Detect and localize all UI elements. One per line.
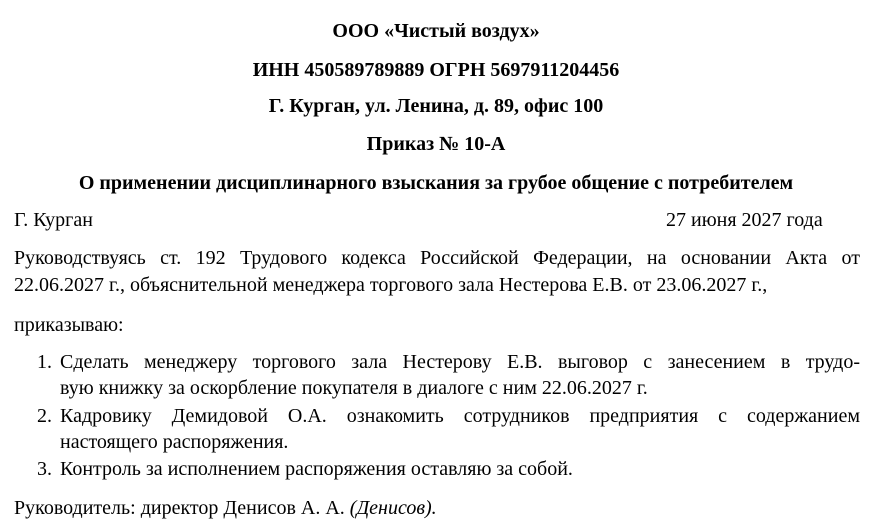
order-city: Г. Курган [14,209,93,231]
list-item-text-continued: вую книжку за оскорбление покупателя в диалоге с ним 22.06.2027 г. [60,377,648,399]
signature-label: Руководитель: директор Денисов А. А. [14,497,345,519]
company-address: Г. Курган, ул. Ленина, д. 89, офис 100 [268,95,604,117]
list-item-number: 1. [37,351,52,373]
list-item-text: Сделать менеджеру торгового зала Нестерову Е.В. выговор с занесением в трудо- [60,351,860,373]
list-item-text: Контроль за исполнением распоряжения оставляю за собой. [60,458,573,480]
order-date: 27 июня 2027 года [666,209,823,231]
preamble-line-2: 22.06.2027 г., объяснительной менеджера торгового зала Нестерова Е.В. от 23.06.2027 г., [14,274,768,296]
company-name: ООО «Чистый воздух» [332,20,540,42]
list-item-text: Кадровику Демидовой О.А. ознакомить сотрудников предприятия с содержанием [60,405,860,427]
company-ids: ИНН 450589789889 ОГРН 5697911204456 [252,59,620,81]
list-item-text-continued: настоящего распоряжения. [60,431,289,453]
preamble-command: приказываю: [14,314,124,336]
list-item-number: 3. [37,458,52,480]
order-subject: О применении дисциплинарного взыскания за грубое общение с потребителем [78,172,794,194]
order-title: Приказ № 10-А [366,133,506,155]
preamble-line-1: Руководствуясь ст. 192 Трудового кодекса Российской Федерации, на основании Акта от [14,247,860,269]
list-item-number: 2. [37,405,52,427]
signature-line [14,496,437,520]
signature-name: (Денисов). [349,497,437,519]
